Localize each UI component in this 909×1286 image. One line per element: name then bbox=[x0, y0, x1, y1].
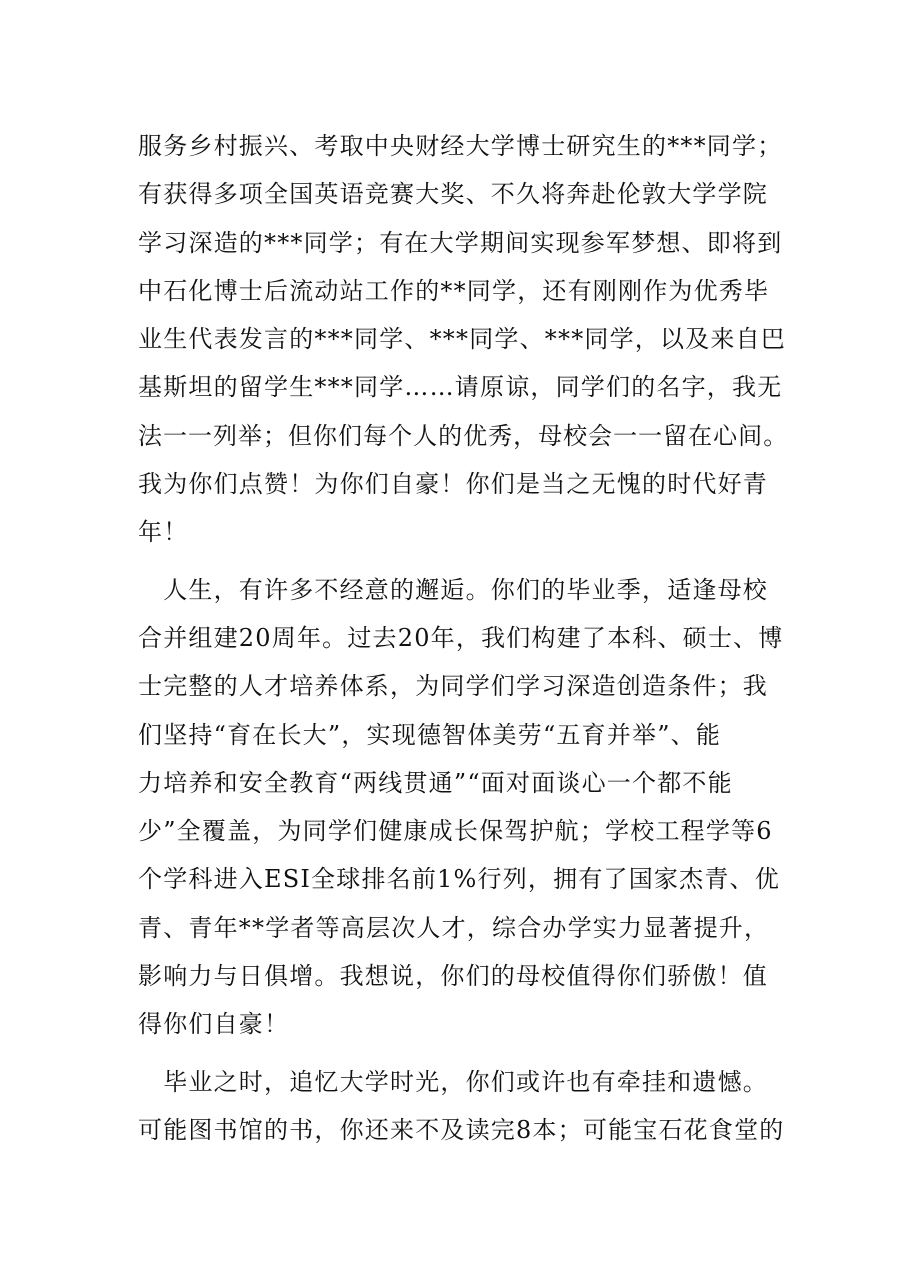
text-line: 影响力与日俱增。我想说，你们的母校值得你们骄傲！值 bbox=[138, 962, 768, 991]
text-line: 力培养和安全教育“两线贯通”“面对面谈心一个都不能 bbox=[138, 768, 733, 797]
text-line: 可能图书馆的书，你还来不及读完8本；可能宝石花食堂的 bbox=[138, 1115, 785, 1144]
text-line: 合并组建20周年。过去20年，我们构建了本科、硕士、博 bbox=[138, 623, 784, 652]
text-line: 法一一列举；但你们每个人的优秀，母校会一一留在心间。 bbox=[138, 421, 789, 450]
text-line: 中石化博士后流动站工作的**同学，还有刚刚作为优秀毕 bbox=[138, 276, 770, 305]
paragraph-3 bbox=[138, 1058, 788, 1155]
text-line: 人生，有许多不经意的邂逅。你们的毕业季，适逢母校 bbox=[138, 575, 768, 604]
text-line: 业生代表发言的***同学、***同学、***同学，以及来自巴 bbox=[138, 325, 786, 354]
text-line: 士完整的人才培养体系，为同学们学习深造创造条件；我 bbox=[138, 672, 768, 701]
paragraph-2 bbox=[138, 566, 788, 1049]
text-line: 们坚持“育在长大”，实现德智体美劳“五育并举”、能 bbox=[138, 720, 722, 749]
text-line: 个学科进入ESI全球排名前1%行列，拥有了国家杰青、优 bbox=[138, 865, 780, 894]
text-line: 基斯坦的留学生***同学……请原谅，同学们的名字，我无 bbox=[138, 373, 783, 402]
text-line: 我为你们点赞！为你们自豪！你们是当之无愧的时代好青 bbox=[138, 470, 768, 499]
text-line: 有获得多项全国英语竞赛大奖、不久将奔赴伦敦大学学院 bbox=[138, 180, 768, 209]
text-line: 毕业之时，追忆大学时光，你们或许也有牵挂和遗憾。 bbox=[138, 1067, 768, 1096]
text-line: 年！ bbox=[138, 518, 189, 547]
text-line: 青、青年**学者等高层次人才，综合办学实力显著提升， bbox=[138, 913, 770, 942]
text-line: 得你们自豪！ bbox=[138, 1010, 290, 1039]
text-line: 服务乡村振兴、考取中央财经大学博士研究生的***同学； bbox=[138, 132, 783, 160]
paragraph-1 bbox=[138, 122, 788, 557]
paragraph-spacer bbox=[138, 1049, 788, 1058]
text-line: 学习深造的***同学；有在大学期间实现参军梦想、即将到 bbox=[138, 228, 783, 257]
body-text bbox=[138, 122, 788, 1154]
paragraph-spacer bbox=[138, 557, 788, 566]
text-line: 少”全覆盖，为同学们健康成长保驾护航；学校工程学等6 bbox=[138, 817, 773, 846]
